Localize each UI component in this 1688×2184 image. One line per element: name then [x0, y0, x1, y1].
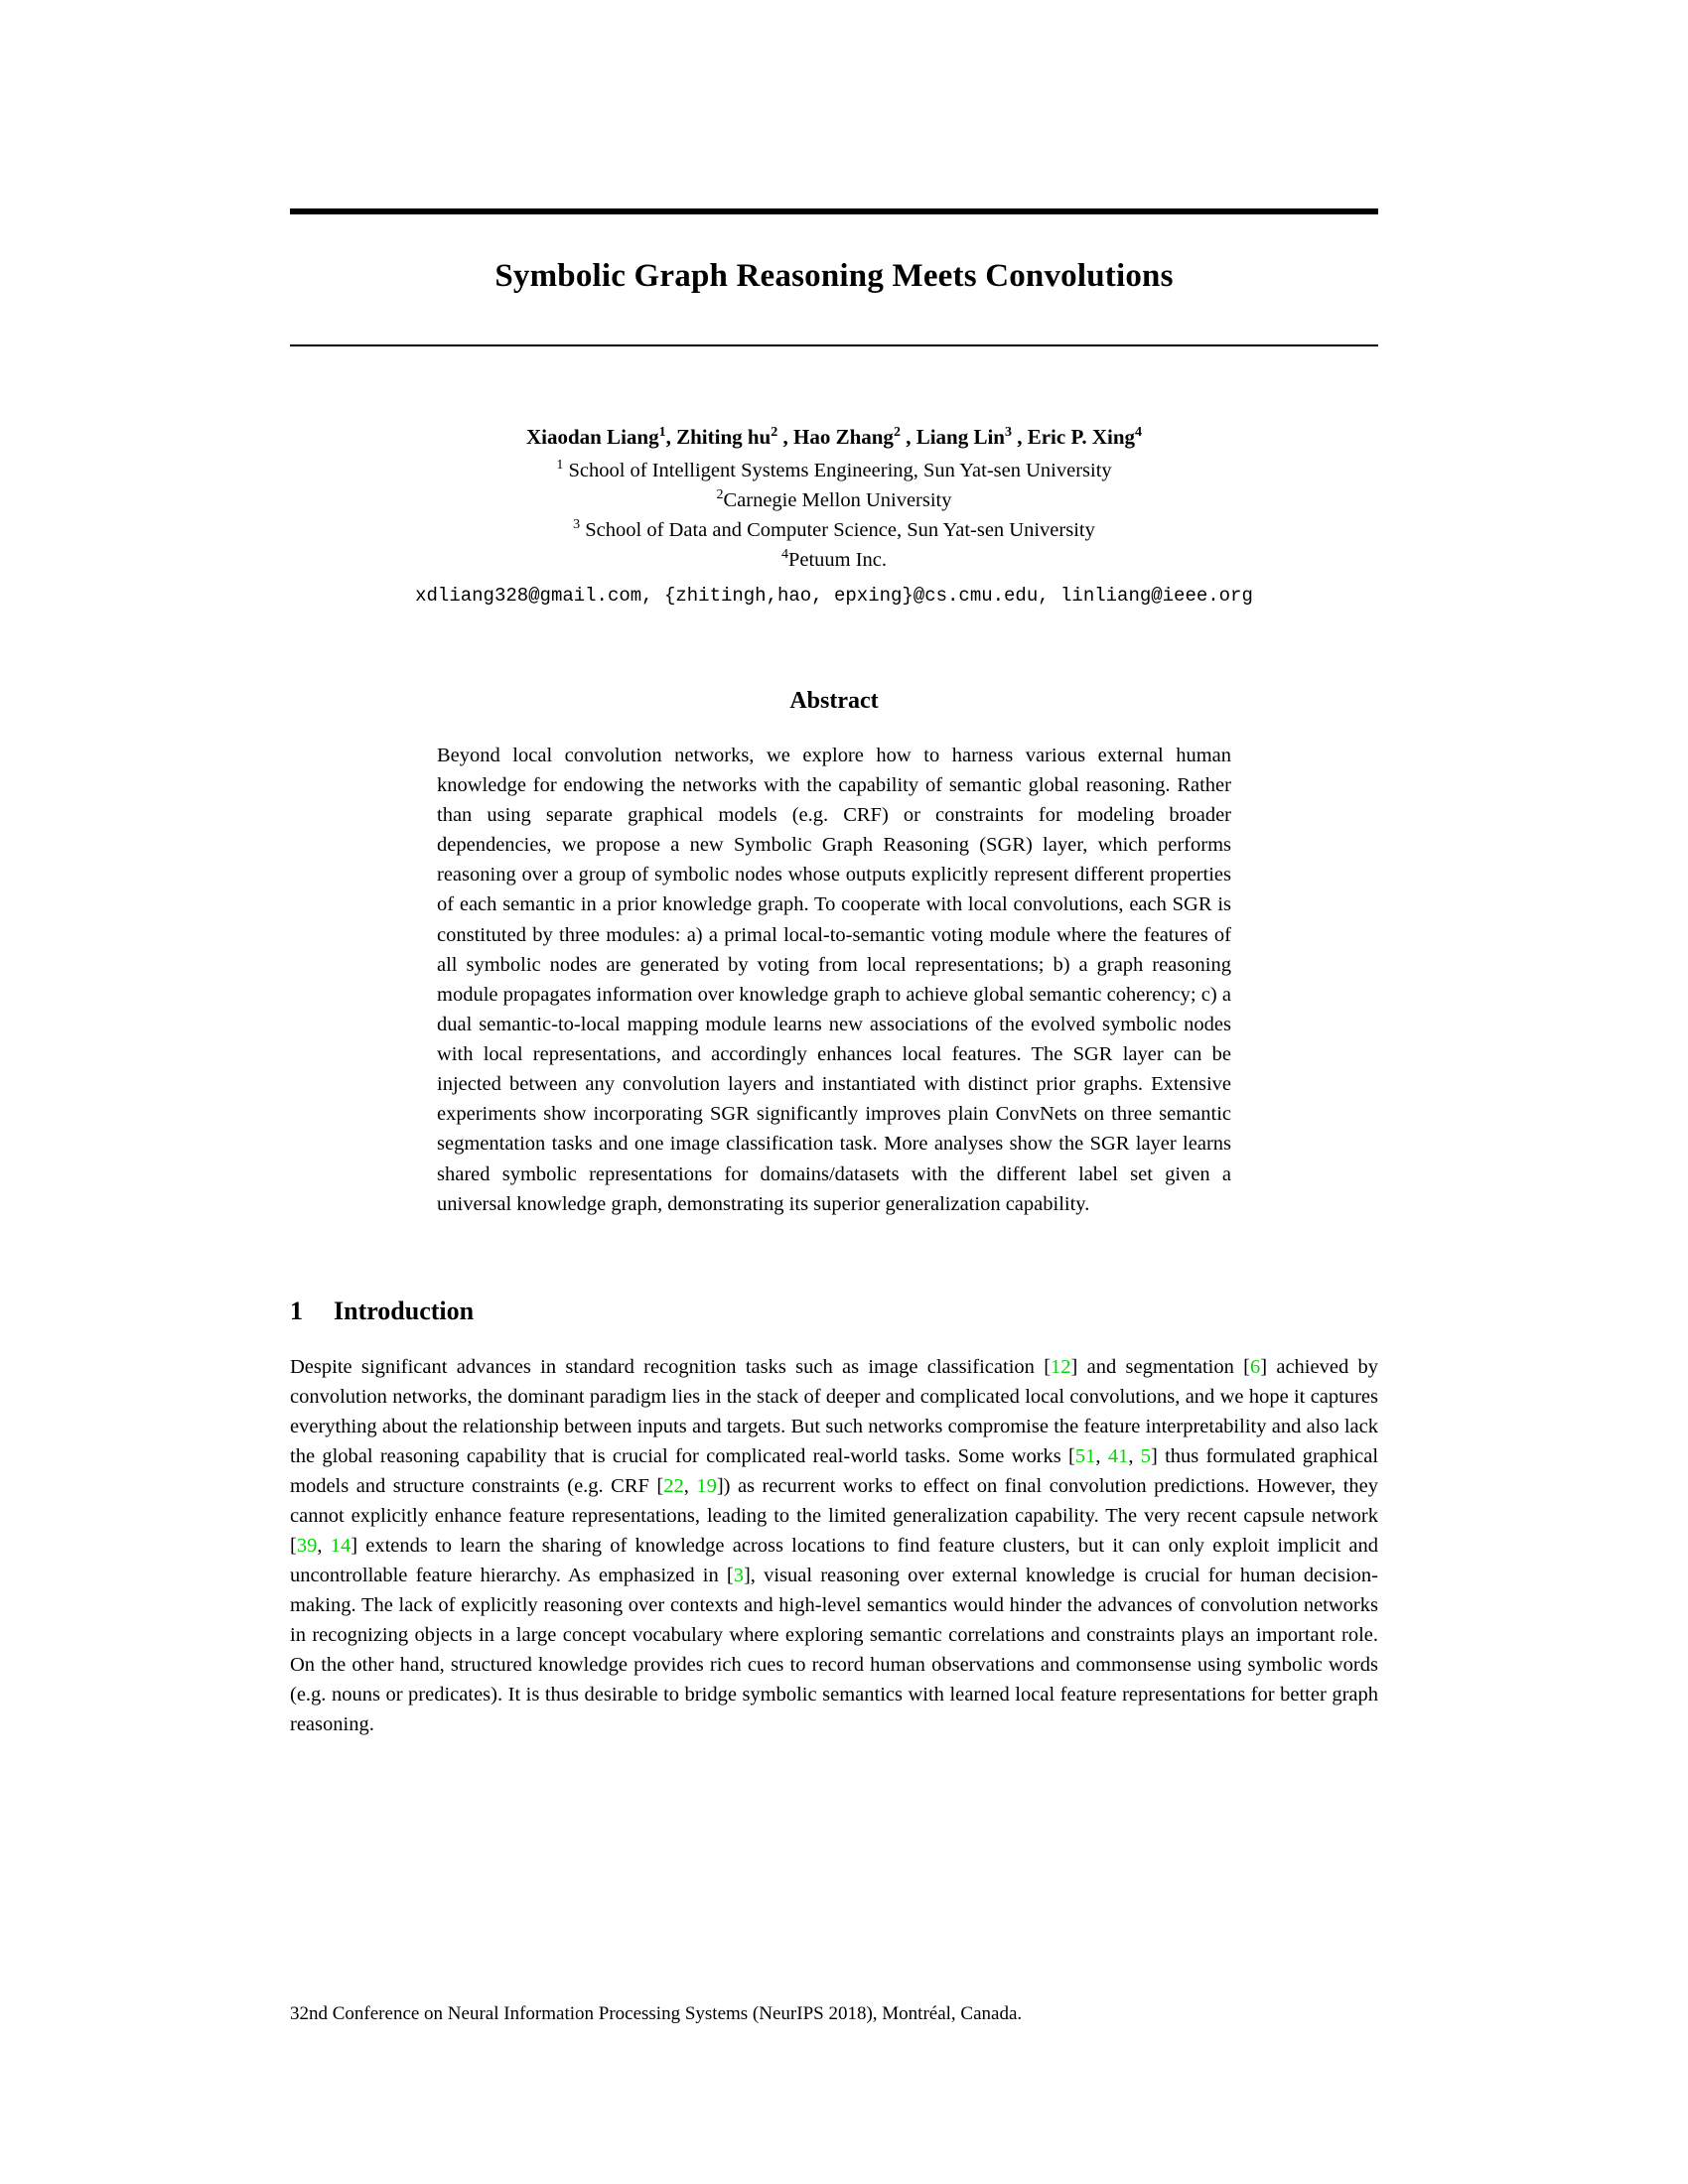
- affiliation-text: Petuum Inc.: [787, 548, 888, 571]
- affiliation-text: School of Data and Computer Science, Sun Yat-sen University: [585, 518, 1095, 541]
- affiliation-mark: 2: [716, 486, 724, 502]
- author-affil-mark: 2: [771, 425, 778, 440]
- affiliation-item: [290, 545, 1378, 575]
- citation-link[interactable]: 3: [733, 1564, 744, 1586]
- citation-link[interactable]: 22: [663, 1474, 684, 1497]
- introduction-paragraph: [290, 1352, 1378, 1739]
- author-affil-mark: 4: [1135, 425, 1143, 440]
- intro-text-part: ], visual reasoning over external knowledge is crucial for human decision-making. The lack of explicitly reasoning over contexts and high-level semantics would hinder the advances of convolution networks in recognizing objects in a large concept vocabulary where exploring semantic correlations and constraints plays an important role. On the other hand, structured knowledge provides rich cues to record human observations and commonsense using symbolic words (e.g. nouns or predicates). It is thus desirable to bridge symbolic semantics with learned local feature representations for better graph reasoning.: [290, 1564, 1378, 1736]
- affiliation-text: Carnegie Mellon University: [723, 488, 952, 511]
- intro-text-part: Despite significant advances in standard recognition tasks such as image classification [: [290, 1355, 1052, 1378]
- affiliation-mark: 4: [780, 546, 788, 562]
- intro-text-part: ] and segmentation [: [1070, 1355, 1250, 1378]
- author-list: Xiaodan Liang$^1$, Zhiting $hu^2$ , Hao Zhang$^2$ , Liang Lin$^3$ , Eric P. Xing$^4$: [525, 425, 1143, 449]
- affiliation-mark: 1: [556, 458, 564, 473]
- author-name: Xiaodan Liang: [525, 425, 659, 449]
- section-title: Introduction: [334, 1296, 475, 1325]
- author-affil-mark: 1: [658, 425, 666, 440]
- page-title: Symbolic Graph Reasoning Meets Convolutions: [494, 258, 1174, 294]
- abstract-text: Beyond local convolution networks, we explore how to harness various external human knowledge for endowing the networks with the capability of semantic global reasoning. Rather than using separate graphical models (e.g. CRF) or constraints for modeling broader dependencies, we propose a new Symbolic Graph Reasoning (SGR) layer, which performs reasoning over a group of symbolic nodes whose outputs explicitly represent different properties of each semantic in a prior knowledge graph. To cooperate with local convolutions, each SGR is constituted by three modules: a) a primal local-to-semantic voting module where the features of all symbolic nodes are generated by voting from local representations; b) a graph reasoning module propagates information over knowledge graph to achieve global semantic coherency; c) a dual semantic-to-local mapping module learns new associations of the evolved symbolic nodes with local representations, and accordingly enhances local features. The SGR layer can be injected between any convolution layers and instantiated with distinct prior graphs. Extensive experiments show incorporating SGR significantly improves plain ConvNets on three semantic segmentation tasks and one image classification task. More analyses show the SGR layer learns shared symbolic representations for domains/datasets with the different label set given a universal knowledge graph, demonstrating its superior generalization capability.: [437, 744, 1231, 1215]
- citation-link[interactable]: 14: [330, 1534, 352, 1557]
- affiliation-list: [290, 456, 1378, 575]
- citation-link[interactable]: 19: [696, 1474, 717, 1497]
- citation-link[interactable]: 41: [1107, 1444, 1129, 1467]
- author-name: Zhiting hu: [676, 425, 772, 449]
- page-footer: 32nd Conference on Neural Information Processing Systems (NeurIPS 2018), Montréal, Canada.: [290, 2003, 1023, 2024]
- affiliation-item: [290, 485, 1378, 515]
- intro-text-part: ,: [1095, 1444, 1108, 1467]
- intro-text-part: ,: [1128, 1444, 1141, 1467]
- author-name: Hao Zhang: [792, 425, 894, 449]
- section-number: 1: [290, 1296, 303, 1325]
- citation-link[interactable]: 5: [1140, 1444, 1151, 1467]
- author-emails: xdliang328@gmail.com, {zhitingh,hao, epxing}@cs.cmu.edu, linliang@ieee.org: [415, 584, 1253, 607]
- affiliation-text: School of Intelligent Systems Engineering, Sun Yat-sen University: [568, 459, 1112, 481]
- intro-text-part: ] extends to learn the sharing of knowledge across locations to find feature clusters, but it can only exploit implicit and uncontrollable feature hierarchy. As emphasized in [: [290, 1534, 1379, 1586]
- section-heading-introduction: [290, 1297, 1378, 1326]
- title-top-rule: [290, 208, 1378, 214]
- author-affil-mark: 2: [893, 425, 901, 440]
- intro-text-part: ]) as recurrent works to effect on final convolution predictions. However, they cannot explicitly enhance feature representations, leading to the limited generalization capability. The very recent capsule network [: [290, 1474, 1379, 1557]
- author-name: Liang Lin: [915, 425, 1005, 449]
- citation-link[interactable]: 6: [1249, 1355, 1261, 1378]
- citation-link[interactable]: 51: [1074, 1444, 1096, 1467]
- abstract-heading: Abstract: [789, 687, 879, 714]
- author-name: Eric P. Xing: [1027, 425, 1136, 449]
- intro-text-part: ] achieved by convolution networks, the dominant paradigm lies in the stack of deeper and complicated local convolutions, and we hope it captures everything about the relationship between inputs and targets. But such networks compromise the feature interpretability and also lack the global reasoning capability that is crucial for complicated real-world tasks. Some works [: [290, 1355, 1378, 1467]
- affiliation-item: [290, 456, 1378, 485]
- intro-text-part: ] thus formulated graphical models and structure constraints (e.g. CRF [: [290, 1444, 1379, 1497]
- title-bottom-rule: [290, 344, 1378, 346]
- citation-link[interactable]: 39: [296, 1534, 318, 1557]
- intro-text-part: ,: [683, 1474, 697, 1497]
- citation-link[interactable]: 12: [1051, 1355, 1071, 1378]
- affiliation-item: [290, 515, 1378, 545]
- affiliation-mark: 3: [573, 516, 581, 532]
- author-affil-mark: 3: [1004, 425, 1012, 440]
- paper-sheet: [290, 0, 1378, 1739]
- intro-text-part: ,: [317, 1534, 331, 1557]
